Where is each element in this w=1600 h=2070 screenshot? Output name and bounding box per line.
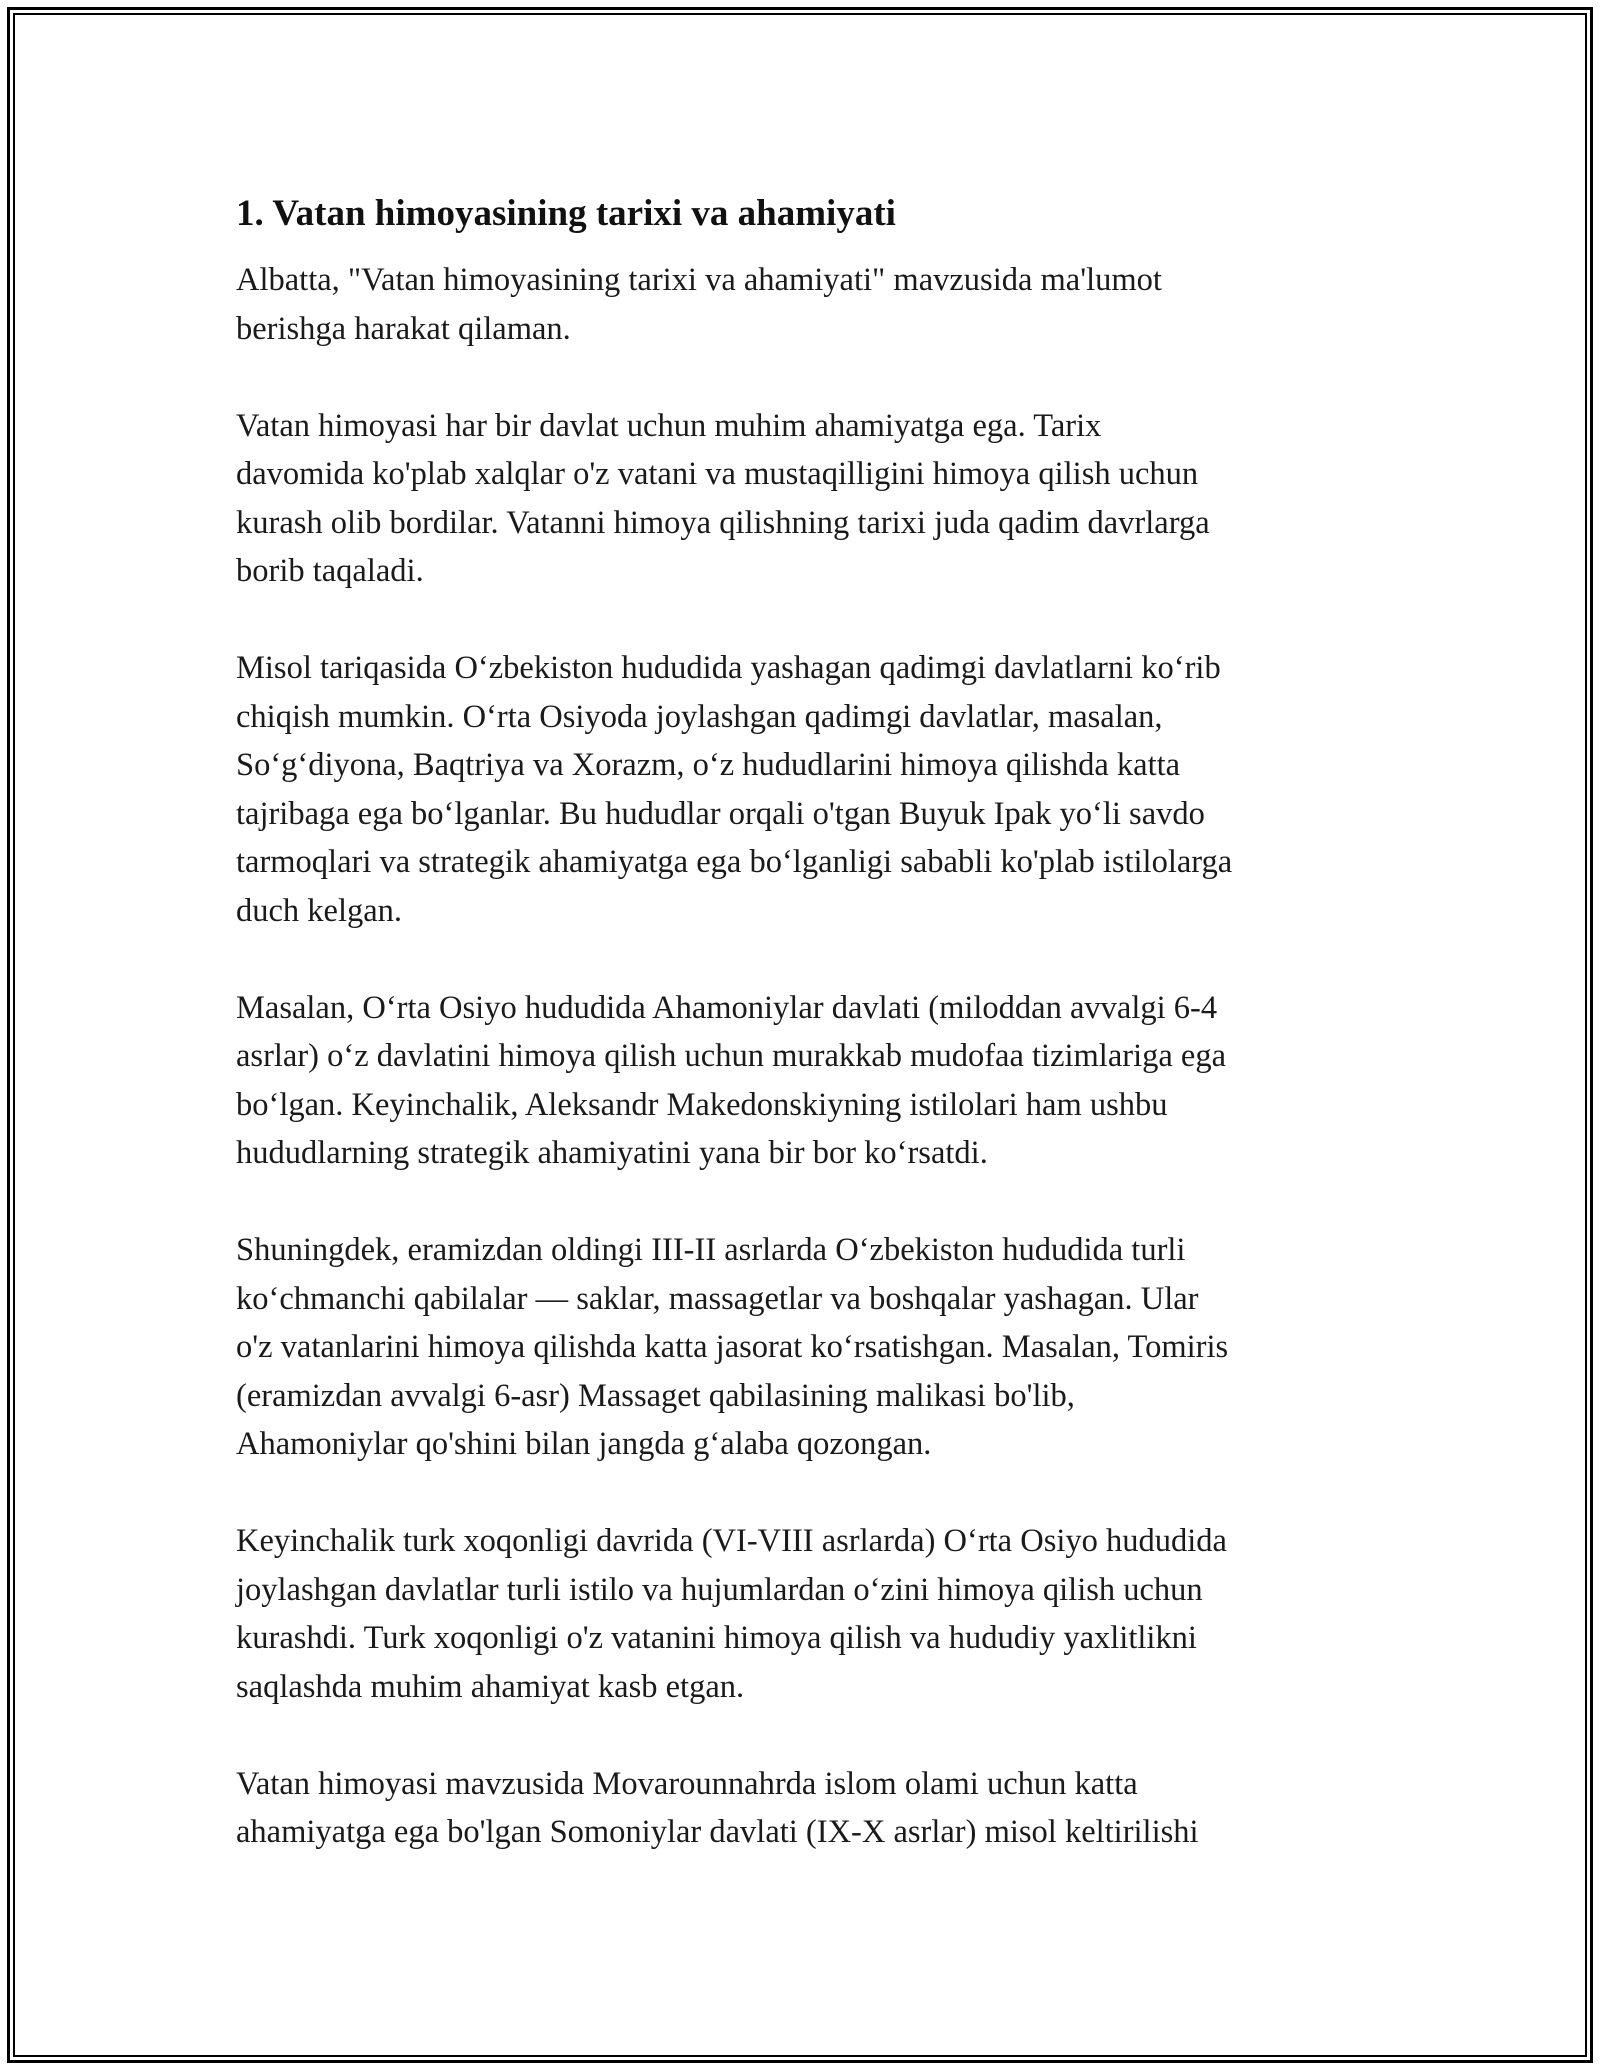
text-line: tarmoqlari va strategik ahamiyatga ega bo‘lganligi sababli ko'plab istilolarga [236, 844, 1233, 880]
text-line: joylashgan davlatlar turli istilo va hujumlardan o‘zini himoya qilish uchun [236, 1571, 1203, 1608]
paragraph-nomadic-tribes [236, 1226, 1386, 1469]
text-line: Keyinchalik turk xoqonligi davrida (VI-VIII asrlarda) O‘rta Osiyo hududida [236, 1523, 1227, 1559]
text-line: hududlarning strategik ahamiyatini yana bir bor ko‘rsatdi. [236, 1135, 988, 1171]
paragraph-intro [236, 256, 1386, 353]
text-line: Vatan himoyasi har bir davlat uchun muhim ahamiyatga ega. Tarix [236, 407, 1102, 444]
document-body [236, 184, 1386, 1905]
text-line: asrlar) o‘z davlatini himoya qilish uchun murakkab mudofaa tizimlariga ega [236, 1038, 1227, 1074]
text-line: So‘g‘diyona, Baqtriya va Xorazm, o‘z hududlarini himoya qilishda katta [236, 747, 1181, 783]
text-line: kurashdi. Turk xoqonligi o'z vatanini himoya qilish va hududiy yaxlitlikni [236, 1620, 1197, 1656]
text-line: borib taqaladi. [236, 553, 424, 589]
paragraph-samanids [236, 1760, 1386, 1857]
text-line: (eramizdan avvalgi 6-asr) Massaget qabilasining malikasi bo'lib, [236, 1377, 1075, 1414]
paragraph-turkic-khaganate [236, 1517, 1386, 1711]
text-line: duch kelgan. [236, 892, 403, 929]
text-line: chiqish mumkin. O‘rta Osiyoda joylashgan qadimgi davlatlar, masalan, [236, 698, 1163, 735]
text-line: Albatta, "Vatan himoyasining tarixi va ahamiyati" mavzusida ma'lumot [236, 262, 1162, 298]
paragraph-achaemenids [236, 984, 1386, 1178]
section-heading: 1. Vatan himoyasining tarixi va ahamiyati [236, 193, 896, 234]
text-line: Vatan himoyasi mavzusida Movarounnahrda islom olami uchun katta [236, 1765, 1138, 1802]
text-line: o'z vatanlarini himoya qilishda katta jasorat ko‘rsatishgan. Masalan, Tomiris [236, 1329, 1229, 1365]
text-line: ahamiyatga ega bo'lgan Somoniylar davlati (IX-X asrlar) misol keltirilishi [236, 1814, 1199, 1850]
text-line: Misol tariqasida O‘zbekiston hududida yashagan qadimgi davlatlarni ko‘rib [236, 650, 1221, 686]
text-line: saqlashda muhim ahamiyat kasb etgan. [236, 1668, 745, 1705]
paragraph-importance [236, 402, 1386, 596]
text-line: davomida ko'plab xalqlar o'z vatani va mustaqilligini himoya qilish uchun [236, 456, 1199, 492]
paragraph-ancient-states [236, 644, 1386, 935]
text-line: Ahamoniylar qo'shini bilan jangda g‘alaba qozongan. [236, 1426, 932, 1462]
text-line: bo‘lgan. Keyinchalik, Aleksandr Makedonskiyning istilolari ham ushbu [236, 1086, 1168, 1123]
text-line: Masalan, O‘rta Osiyo hududida Ahamoniylar davlati (miloddan avvalgi 6-4 [236, 989, 1218, 1026]
text-line: berishga harakat qilaman. [236, 310, 571, 347]
text-line: kurash olib bordilar. Vatanni himoya qilishning tarixi juda qadim davrlarga [236, 504, 1210, 541]
text-line: tajribaga ega bo‘lganlar. Bu hududlar orqali o'tgan Buyuk Ipak yo‘li savdo [236, 795, 1205, 832]
text-line: Shuningdek, eramizdan oldingi III-II asrlarda O‘zbekiston hududida turli [236, 1232, 1186, 1268]
text-line: ko‘chmanchi qabilalar — saklar, massagetlar va boshqalar yashagan. Ular [236, 1280, 1199, 1317]
